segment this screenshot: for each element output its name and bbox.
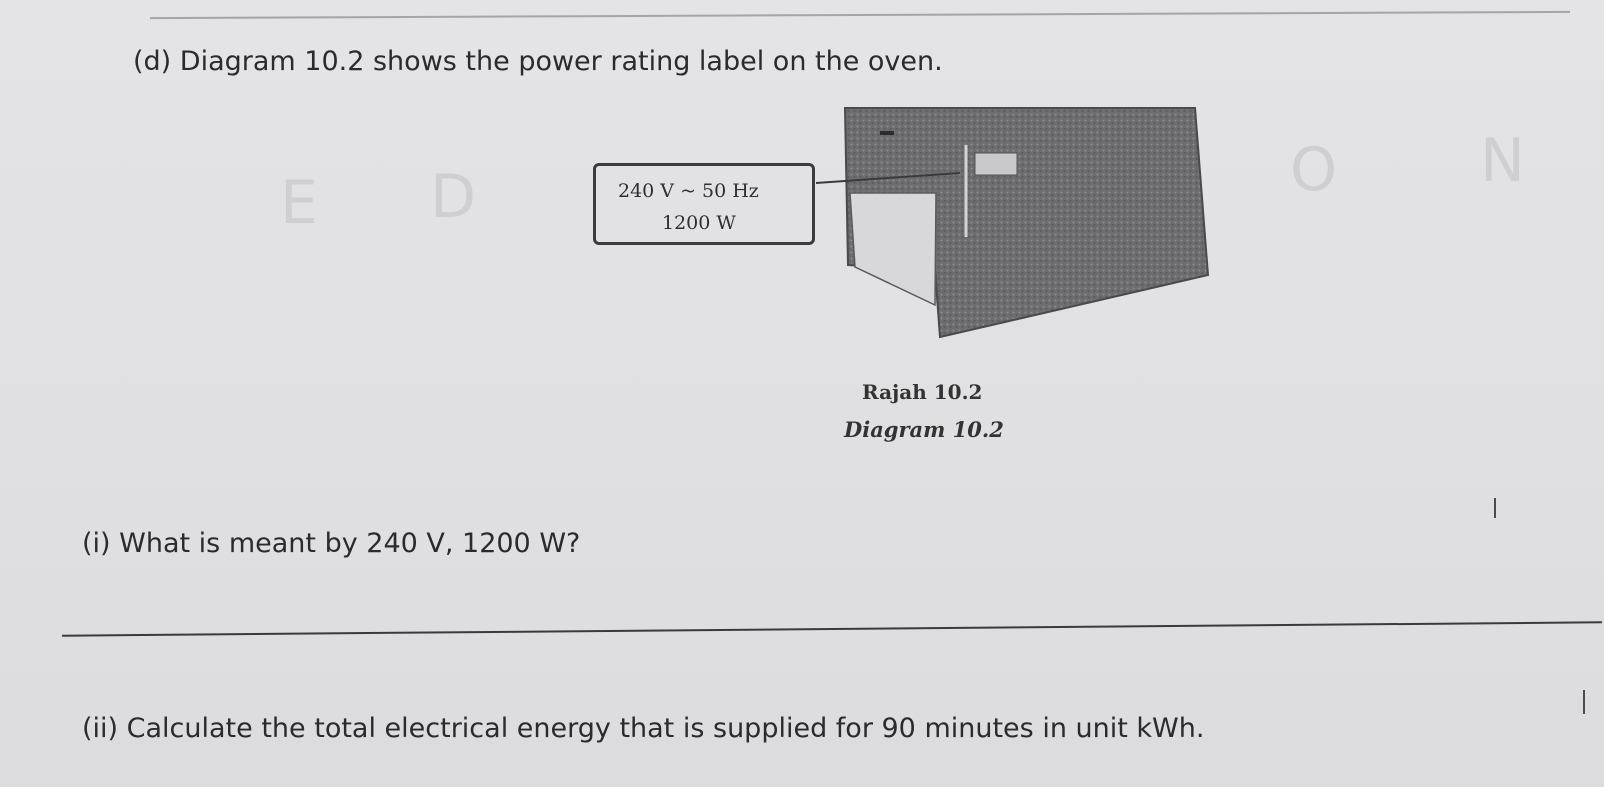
margin-bracket xyxy=(1494,498,1496,518)
question-part-i: (i) What is meant by 240 V, 1200 W? xyxy=(82,528,581,559)
question-intro: (d) Diagram 10.2 shows the power rating label on the oven. xyxy=(133,46,943,77)
power-text: 1200 W xyxy=(662,212,736,234)
question-part-ii: (ii) Calculate the total electrical energy that is supplied for 90 minutes in unit kWh. xyxy=(82,713,1205,744)
bleed-through-mark: O xyxy=(1290,135,1338,205)
bleed-through-mark: E xyxy=(280,168,318,238)
control-panel xyxy=(975,153,1017,175)
answer-line[interactable] xyxy=(62,621,1602,636)
power-rating-label xyxy=(593,163,815,245)
bleed-through-mark: N xyxy=(1480,126,1525,196)
diagram-caption-english: Diagram 10.2 xyxy=(844,417,1004,442)
diagram-caption-malay: Rajah 10.2 xyxy=(862,380,983,404)
top-divider xyxy=(150,11,1570,19)
margin-bracket xyxy=(1583,690,1585,714)
voltage-frequency-text: 240 V ~ 50 Hz xyxy=(618,180,759,202)
bleed-through-mark: D xyxy=(430,162,477,232)
oven-door-opening xyxy=(850,193,936,305)
